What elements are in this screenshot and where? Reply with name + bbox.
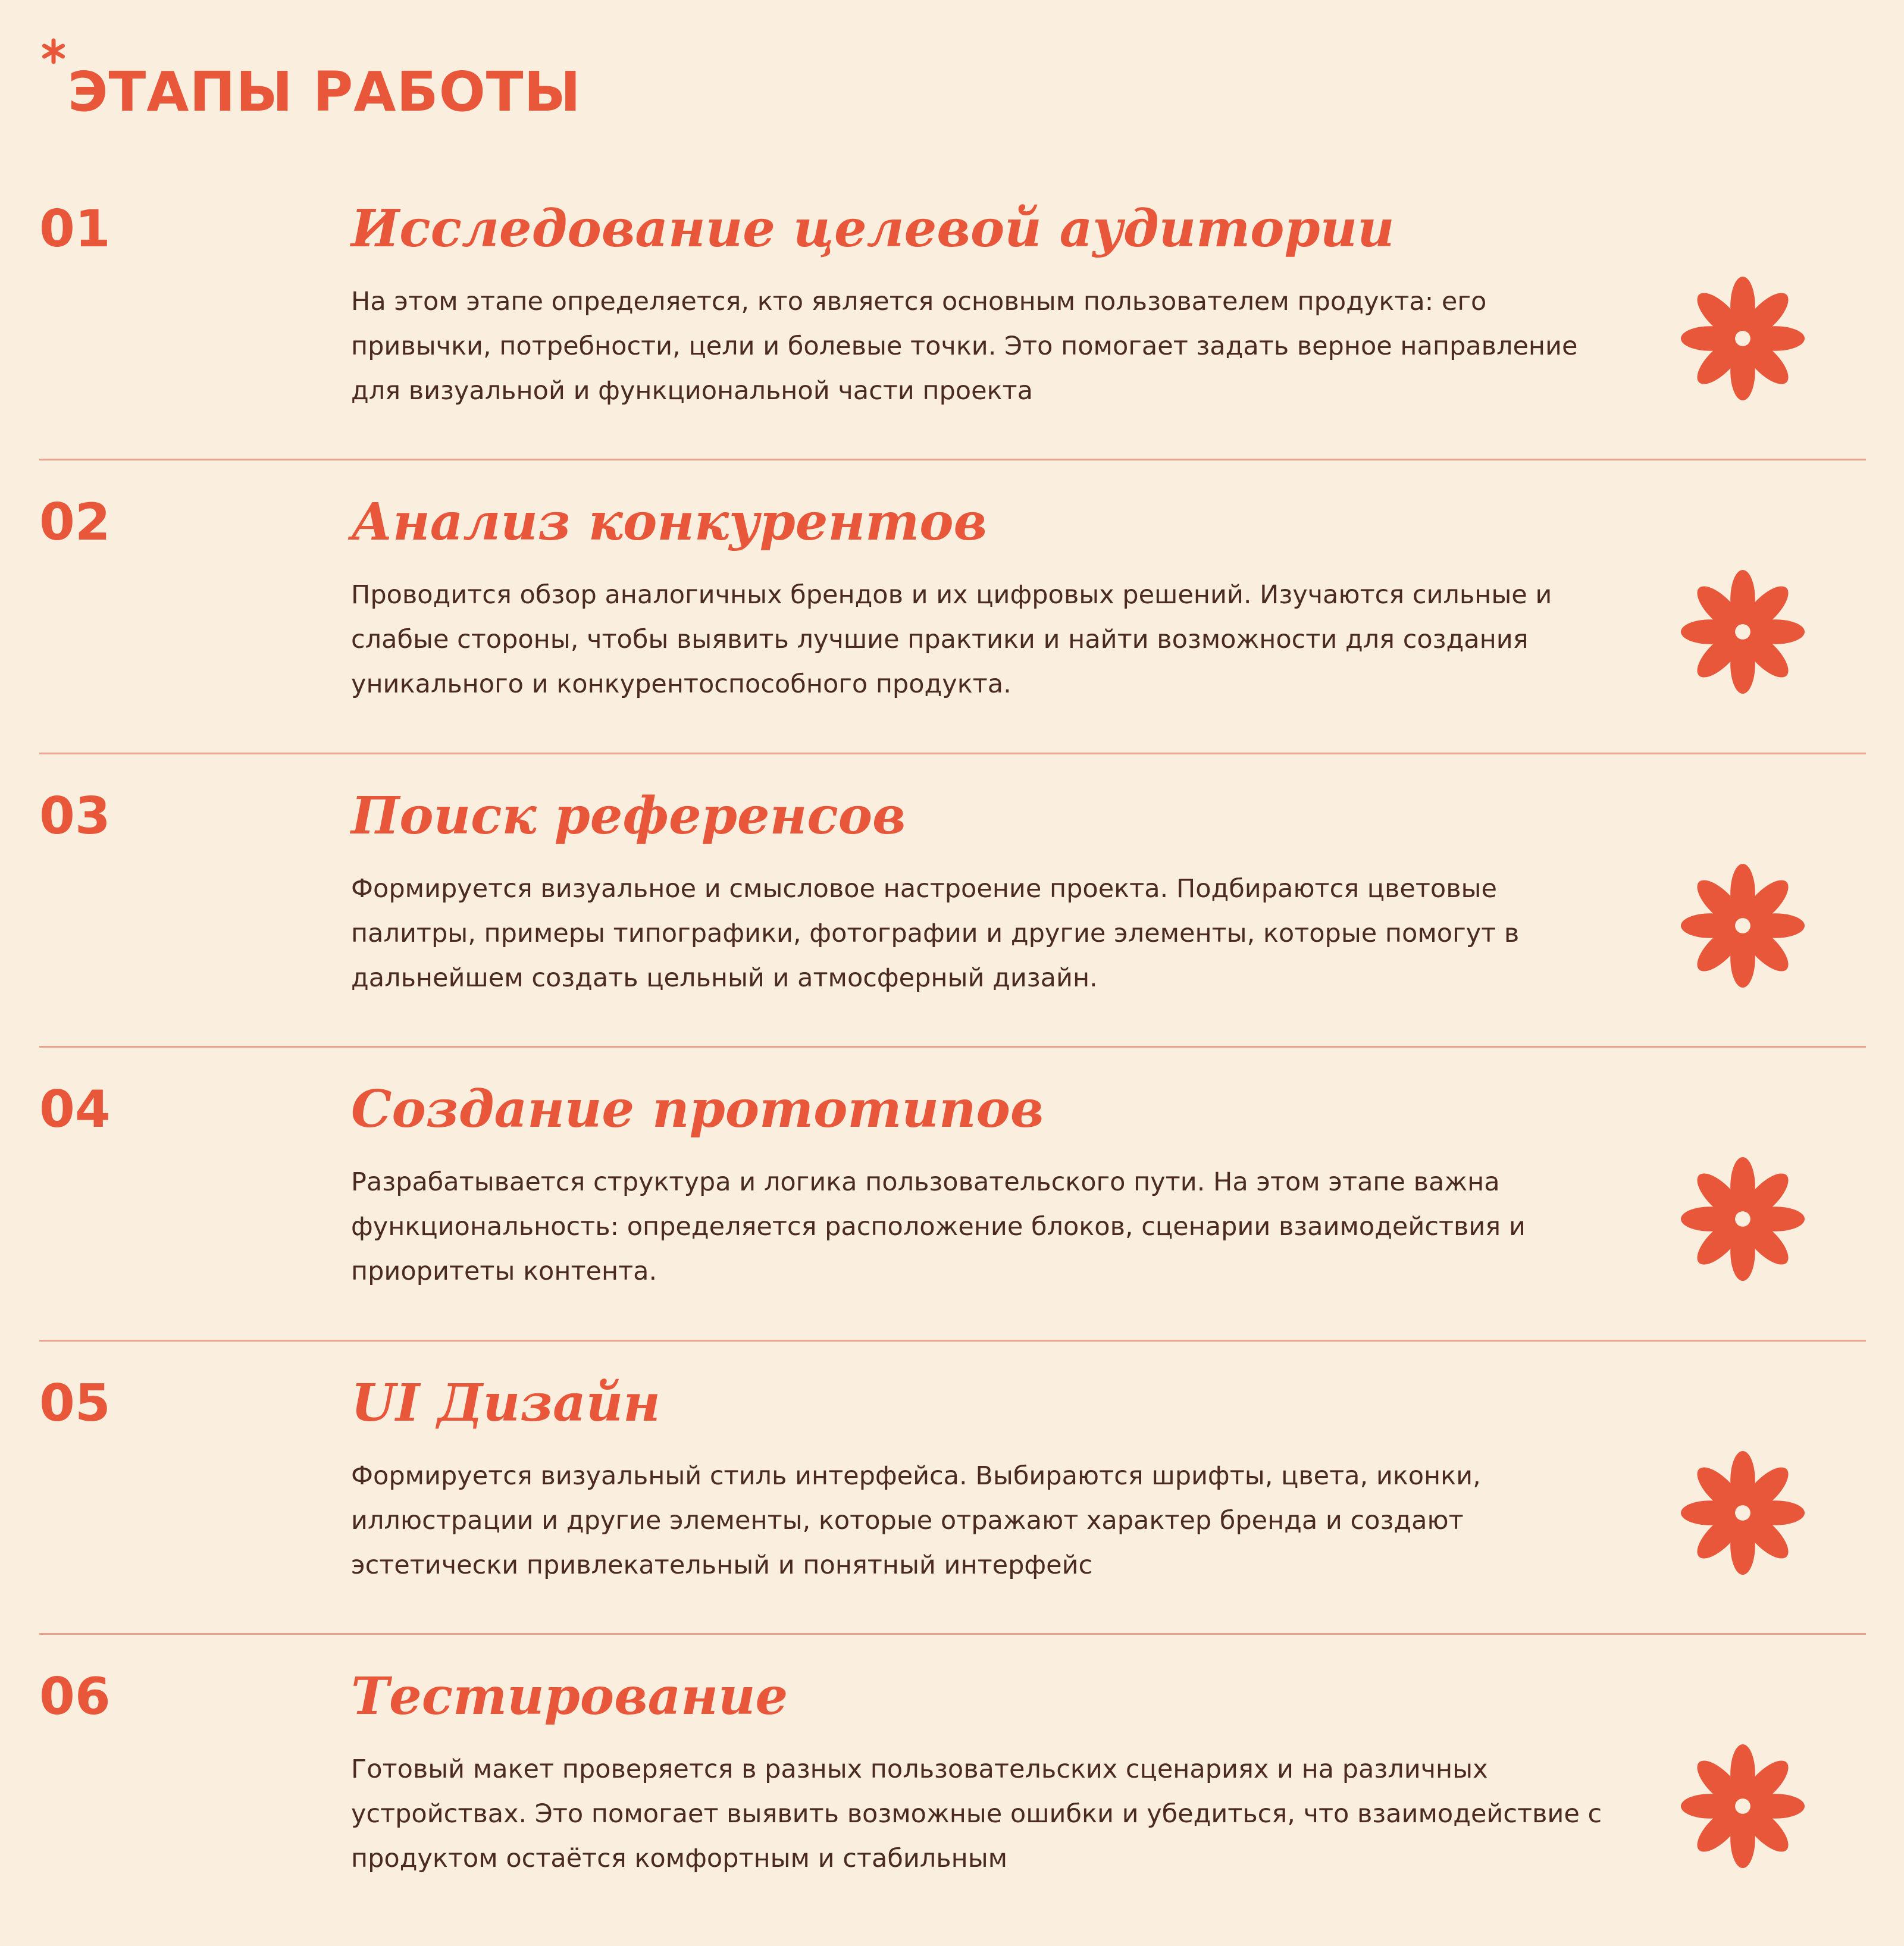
stage-description: Формируется визуальное и смысловое настроение проекта. Подбираются цветовые палитры, примеры типографики, фотографии и другие элементы, которые помогут в дальнейшем создать цельный и атмосферный дизайн. <box>351 874 1520 993</box>
stage-description: Разрабатывается структура и логика пользовательского пути. На этом этапе важна функциональность: определяется расположение блоков, сценарии взаимодействия и приоритеты контента. <box>351 1167 1526 1286</box>
flower-icon <box>1678 567 1808 697</box>
stage-description: Проводится обзор аналогичных брендов и их цифровых решений. Изучаются сильные и слабые стороны, чтобы выявить лучшие практики и найти возможности для создания уникального и конкурентоспособного продукта. <box>351 580 1552 699</box>
divider <box>39 1633 1866 1635</box>
divider <box>39 753 1866 754</box>
flower-icon <box>1678 1448 1808 1578</box>
flower-icon <box>1678 274 1808 403</box>
stage-description: Готовый макет проверяется в разных пользовательских сценариях и на различных устройствах. Это помогает выявить возможные ошибки и убедиться, что взаимодействие с продуктом остаётся комфортным и стабильным <box>351 1754 1602 1873</box>
stage-number: 04 <box>39 1080 111 1139</box>
divider <box>39 1340 1866 1342</box>
stage-number: 06 <box>39 1667 111 1726</box>
stage-title: Поиск референсов <box>351 786 906 846</box>
flower-icon <box>1678 1154 1808 1284</box>
flower-icon <box>1678 1741 1808 1871</box>
stage-number: 01 <box>39 199 111 259</box>
stage-title: Анализ конкурентов <box>351 492 988 552</box>
asterisk-icon <box>39 37 68 65</box>
page-title: ЭТАПЫ РАБОТЫ <box>68 60 581 124</box>
flower-icon <box>1678 861 1808 991</box>
divider <box>39 1046 1866 1048</box>
stage-title: UI Дизайн <box>351 1373 660 1433</box>
stage-description: На этом этапе определяется, кто является основным пользователем продукта: его привычки, потребности, цели и болевые точки. Это помогает задать верное направление для визуальной и функциональной части проекта <box>351 287 1578 406</box>
stage-title: Исследование целевой аудитории <box>351 199 1395 259</box>
stage-title: Тестирование <box>351 1666 788 1726</box>
stage-number: 02 <box>39 493 111 552</box>
stage-title: Создание прототипов <box>351 1079 1044 1139</box>
stage-number: 03 <box>39 786 111 846</box>
stage-number: 05 <box>39 1374 111 1433</box>
divider <box>39 459 1866 460</box>
stage-description: Формируется визуальный стиль интерфейса. Выбираются шрифты, цвета, иконки, иллюстрации и другие элементы, которые отражают характер бренда и создают эстетически привлекательный и понятный интерфейс <box>351 1461 1481 1580</box>
